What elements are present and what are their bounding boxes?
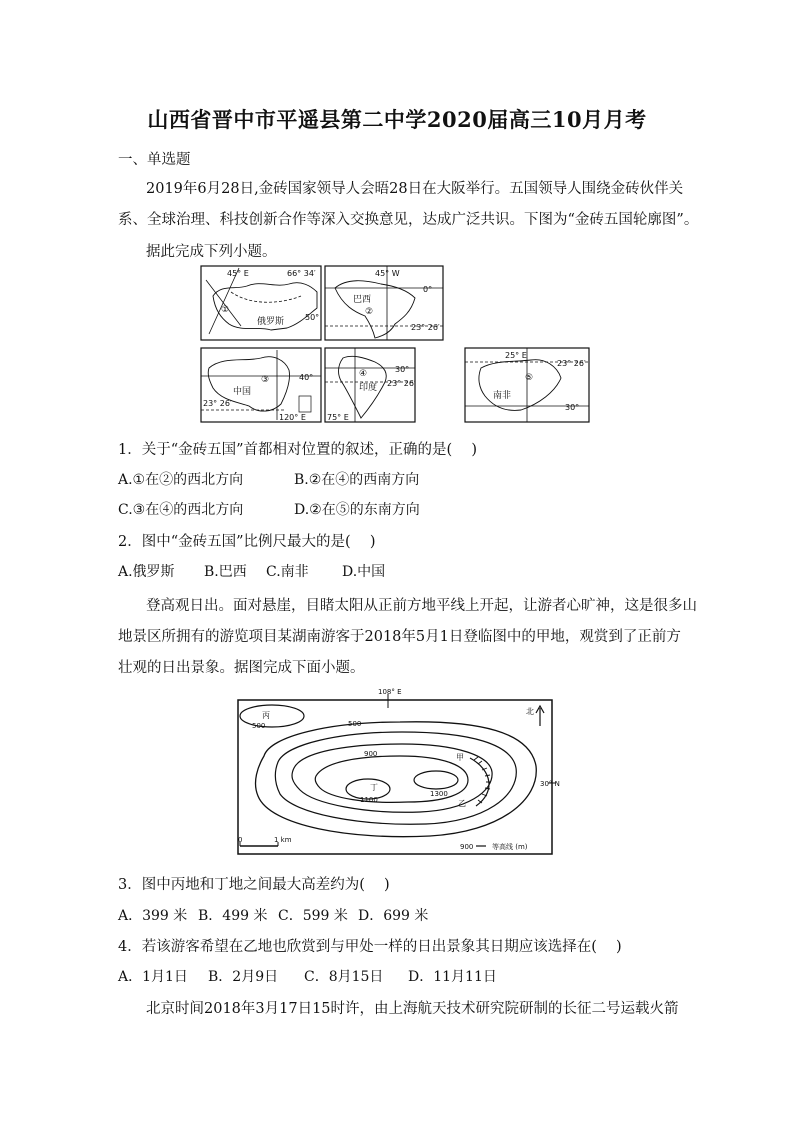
map-china [201,348,321,422]
q1-option-b[interactable]: B.②在④的西南方向 [294,472,420,488]
safrica-name: 南非 [493,391,512,401]
brazil-lat2: 23° 26′ [411,323,440,332]
q1-option-a[interactable]: A.①在②的西北方向 [118,472,244,488]
contour-1100: 1100 [360,796,378,804]
safrica-capital: ⑤ [525,373,534,383]
russia-lon: 45° E [227,269,249,278]
passage2-line2: 地景区所拥有的游览项目某湖南游客于2018年5月1日登临图中的甲地，观赏到了正前方 [118,629,681,645]
q4-option-b[interactable]: B．2月9日 [208,969,279,985]
russia-name: 俄罗斯 [257,317,285,327]
safrica-lat: 23° 26′ [557,359,586,368]
india-lat2: 23° 26′ [387,379,416,388]
scale-zero: 0 [238,836,243,844]
q2-option-b[interactable]: B.巴西 [204,564,247,580]
china-lon: 120° E [279,413,306,422]
page-title: 山西省晋中市平遥县第二中学2020届高三10月月考 [147,107,647,132]
russia-lat: 50° [305,313,320,322]
china-lat: 40° [299,373,314,382]
passage1-line1: 2019年6月28日,金砖国家领导人会晤28日在大阪举行。五国领导人围绕金砖伙伴关 [146,181,684,197]
q3-stem: 3．图中丙地和丁地之间最大高差约为( ) [118,877,390,893]
passage2-line1: 登高观日出。面对悬崖，目睹太阳从正前方地平线上开起，让游者心旷神，这是很多山 [146,598,697,614]
contour-1300: 1300 [430,790,448,798]
map-india [325,348,416,422]
russia-lon2: 66° 34′ [287,269,316,278]
north-label: 北 [526,707,534,716]
russia-capital: ① [221,305,230,315]
china-capital: ③ [261,375,270,385]
q2-option-d[interactable]: D.中国 [342,564,386,580]
contour-500-bing: 500 [252,722,266,730]
contour-500: 500 [348,720,362,728]
map-south-africa [465,348,589,422]
map-brazil [325,266,443,340]
q4-option-d[interactable]: D．11月11日 [408,969,497,985]
brazil-lat: 0° [423,285,433,294]
q3-option-a[interactable]: A．399 米 [118,908,188,924]
q3-option-b[interactable]: B．499 米 [198,908,268,924]
q4-stem: 4．若该游客希望在乙地也欣赏到与甲处一样的日出景象其日期应该选择在( ) [118,939,622,955]
q2-stem: 2．图中“金砖五国”比例尺最大的是( ) [118,534,376,550]
section-heading: 一、单选题 [118,152,191,168]
safrica-lat2: 30° [565,403,580,412]
passage2-line3: 壮观的日出景象。据图完成下面小题。 [118,660,365,676]
india-lon: 75° E [327,413,349,422]
label-bing: 丙 [262,711,270,720]
passage1-line2: 系、全球治理、科技创新合作等深入交换意见，达成广泛共识。下图为“金砖五国轮廓图”。 [118,212,699,228]
q1-option-c[interactable]: C.③在④的西北方向 [118,502,244,518]
contour-lon: 108° E [378,688,402,696]
india-name: 印度 [359,383,378,393]
legend-label: 等高线 (m) [492,843,528,851]
india-capital: ④ [359,369,368,379]
q4-option-a[interactable]: A．1月1日 [118,969,188,985]
brazil-capital: ② [365,307,374,317]
contour-900: 900 [364,750,378,758]
china-lat2: 23° 26′ [203,399,232,408]
q3-option-c[interactable]: C．599 米 [278,908,348,924]
q4-option-c[interactable]: C．8月15日 [304,969,384,985]
passage1-line3: 据此完成下列小题。 [146,244,277,260]
scale-1km: 1 km [274,836,292,844]
passage3-line1: 北京时间2018年3月17日15时许，由上海航天技术研究院研制的长征二号运载火箭 [146,1001,679,1017]
q1-option-d[interactable]: D.②在⑤的东南方向 [294,502,420,518]
q2-option-a[interactable]: A.俄罗斯 [118,564,175,580]
brazil-lon: 45° W [375,269,400,278]
legend-value: 900 [460,843,474,851]
contour-lat: 30° N [540,780,560,788]
map-russia [201,266,321,340]
brics-outline-maps [195,262,595,426]
label-jia: 甲 [456,753,464,762]
contour-map [230,686,560,858]
q3-option-d[interactable]: D．699 米 [358,908,429,924]
label-yi: 乙 [458,799,466,808]
india-lat: 30° [395,365,410,374]
q1-stem: 1．关于“金砖五国”首都相对位置的叙述，正确的是( ) [118,442,477,458]
brazil-name: 巴西 [353,295,372,305]
q2-option-c[interactable]: C.南非 [266,564,309,580]
china-name: 中国 [233,387,252,397]
safrica-lon: 25° E [505,351,527,360]
label-ding: 丁 [370,783,378,792]
